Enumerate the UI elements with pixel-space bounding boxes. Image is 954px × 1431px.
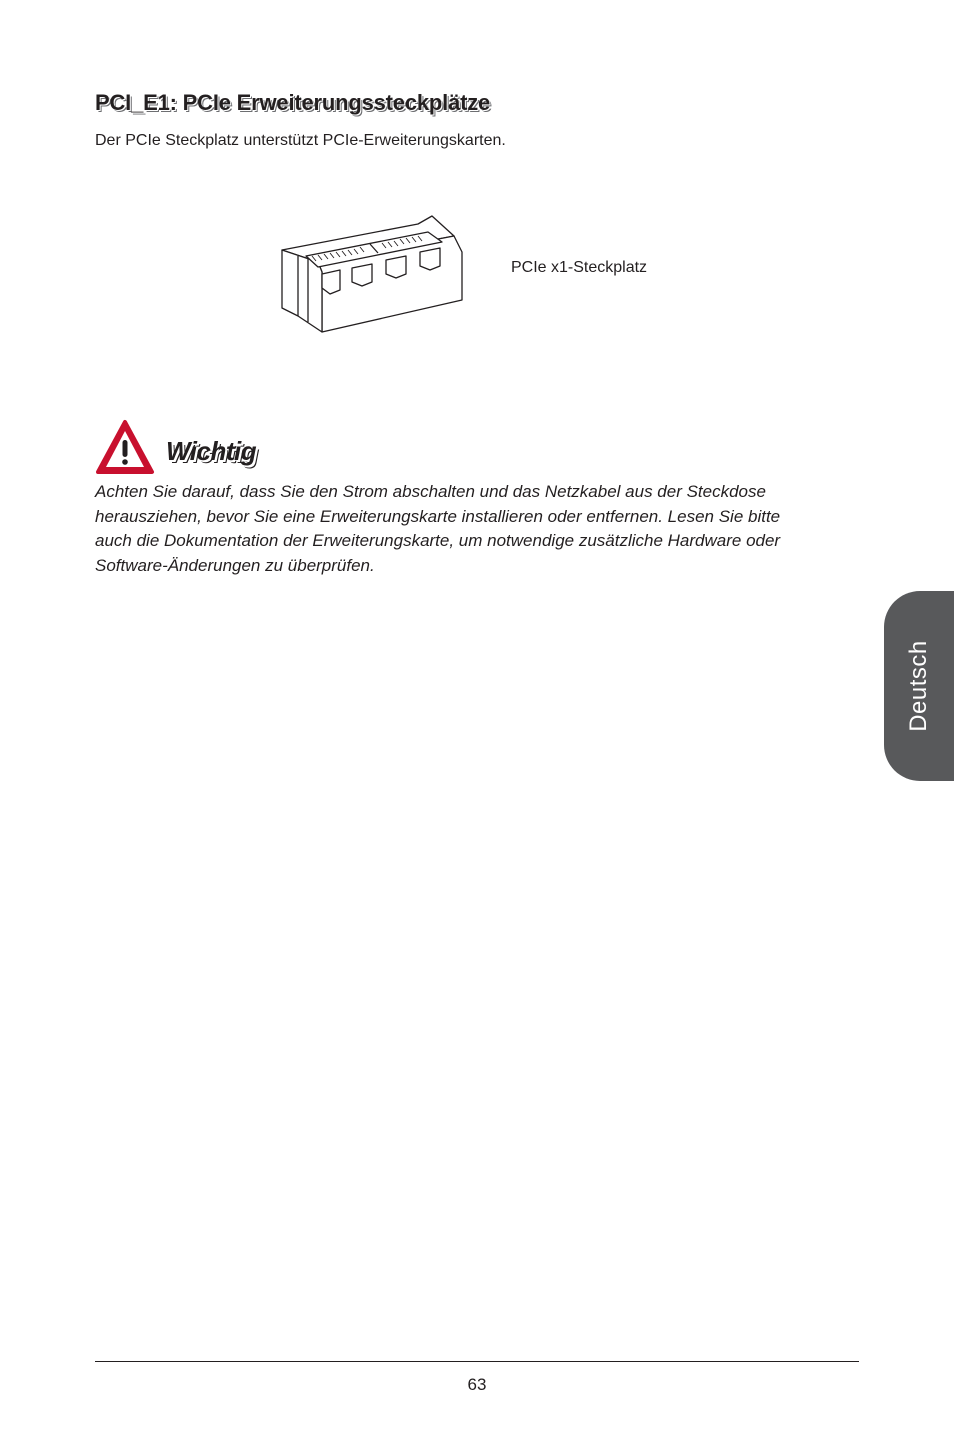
page-number: 63 (467, 1375, 487, 1394)
section-intro: Der PCIe Steckplatz unterstützt PCIe-Erweiterungskarten. (95, 132, 506, 149)
footer-divider (95, 1361, 859, 1362)
important-title: Wichtig (166, 436, 257, 466)
pcie-x1-slot-label: PCIe x1-Steckplatz (511, 259, 648, 276)
language-side-tab (884, 591, 954, 781)
pcie-x1-slot-icon (278, 212, 468, 336)
language-side-tab-label: Deutsch (905, 640, 932, 732)
section-heading: PCI_E1: PCIe Erweiterungssteckplätze (95, 90, 491, 115)
warning-triangle-icon (94, 418, 156, 476)
important-text: Achten Sie darauf, dass Sie den Strom abschalten und das Netzkabel aus der Steckdose herausziehen, bevor Sie eine Erweiterungskarte installieren oder entfernen. Lesen Sie bitte auch die Dokumentation der Erweiterungskarte, um notwendige zusätzliche Hardware oder Software-Änderungen zu überprüfen. (95, 482, 781, 575)
